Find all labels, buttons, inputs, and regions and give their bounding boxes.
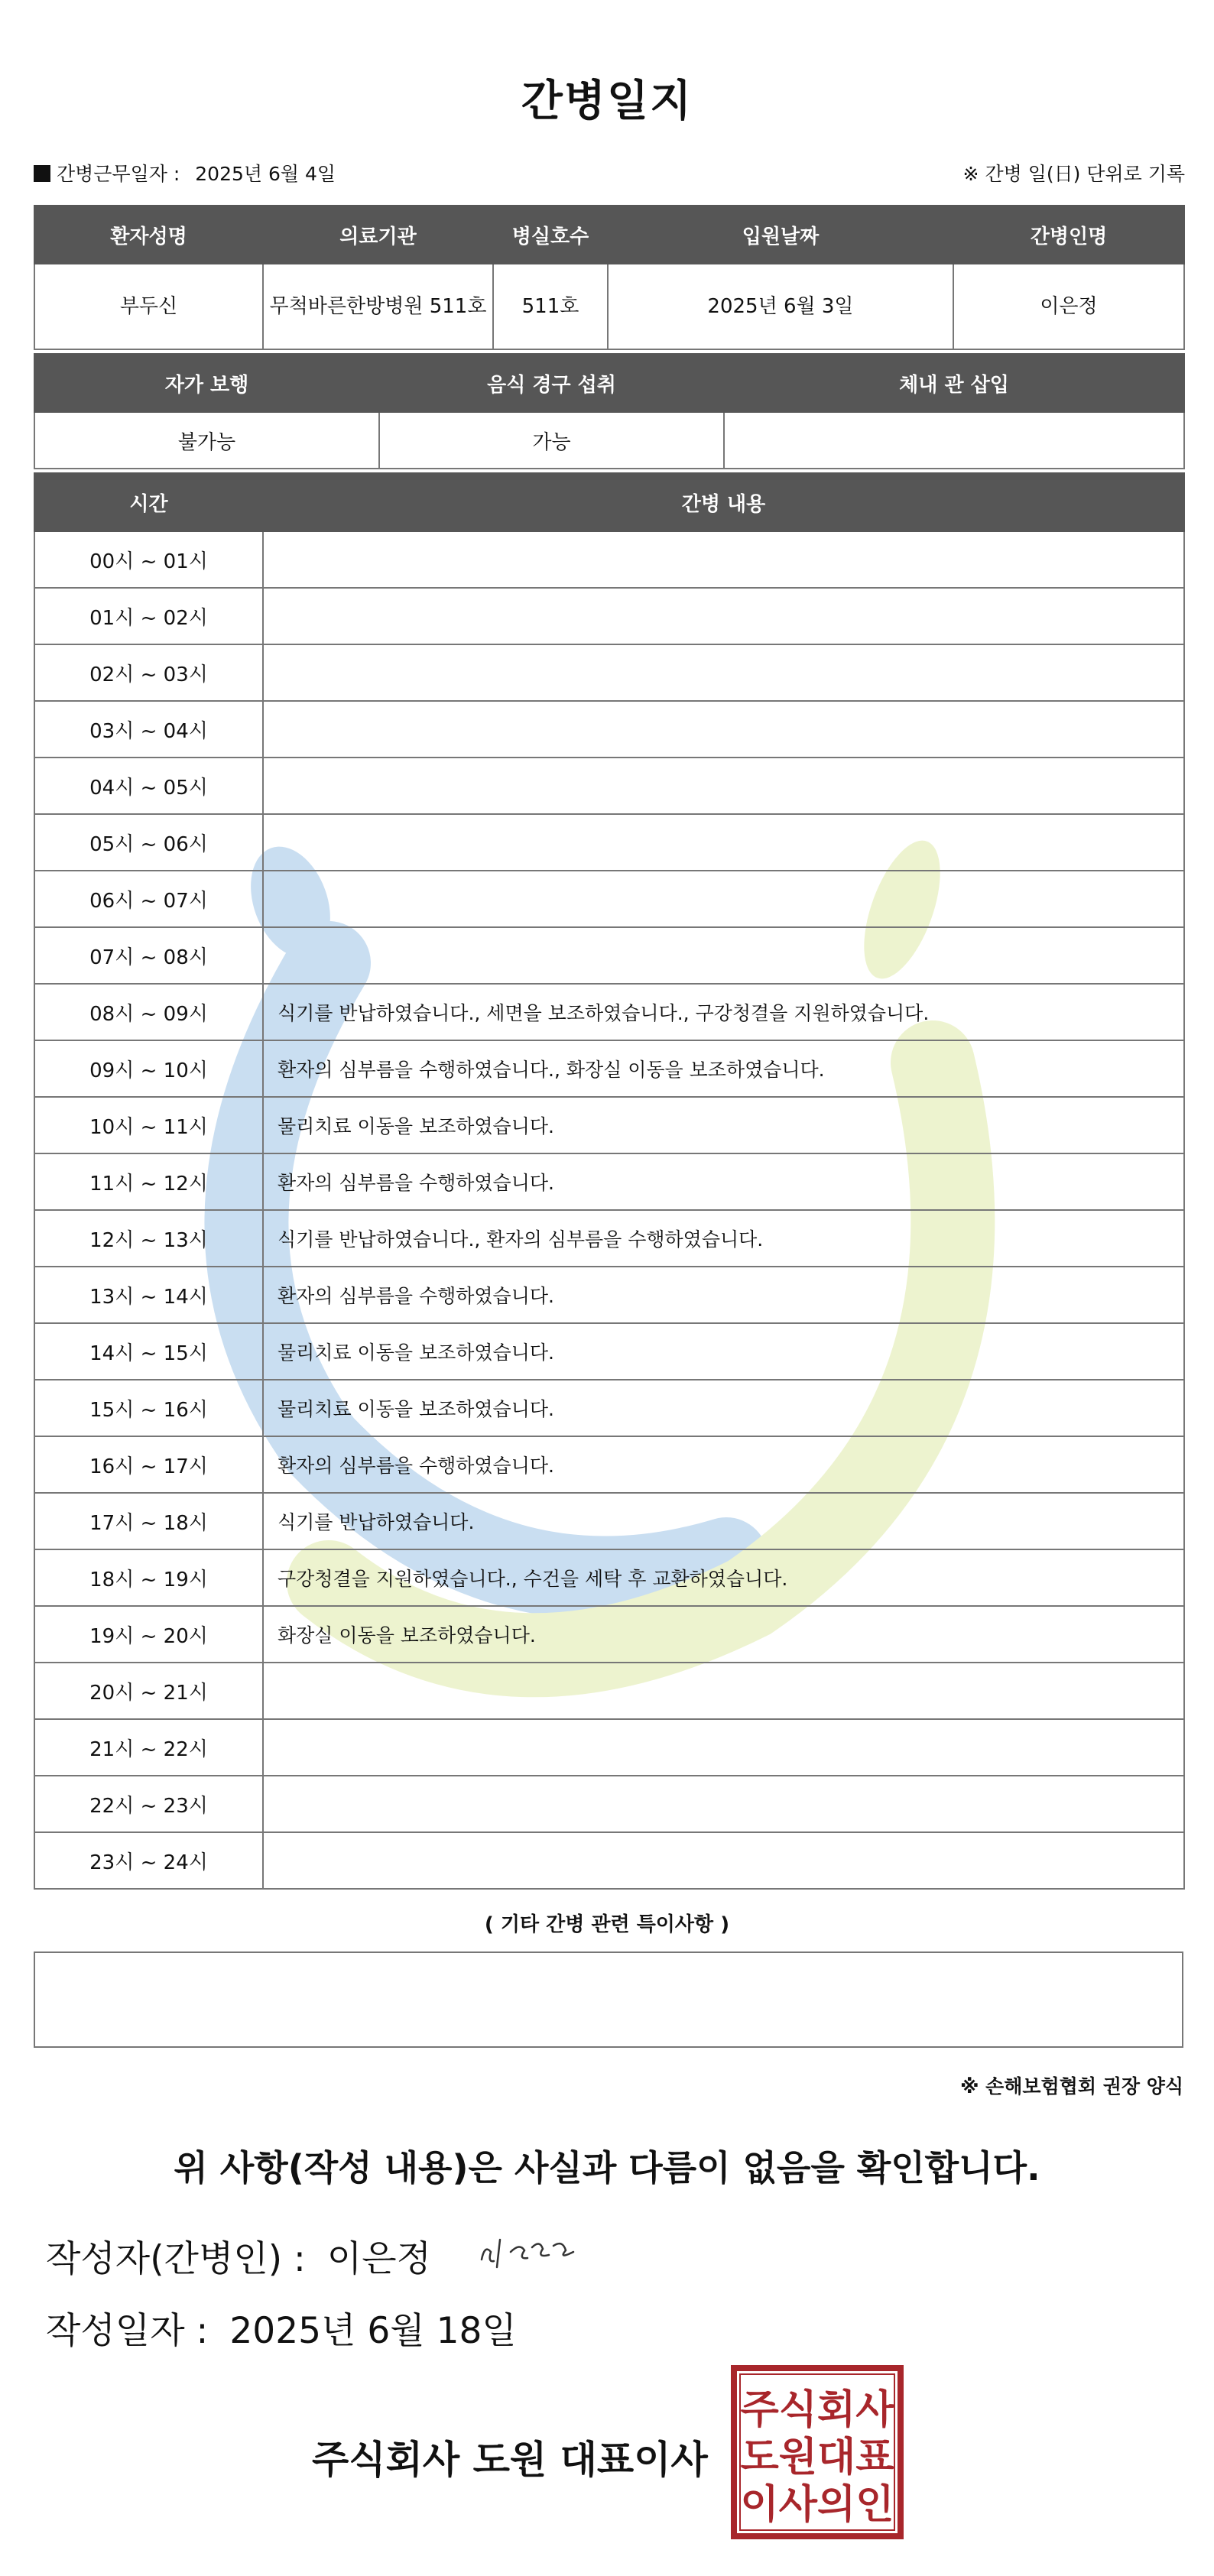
- hourly-log-rows: [34, 531, 1184, 1889]
- self-walking-value: 불가능: [34, 412, 379, 469]
- writer-name: 이은정: [326, 2238, 432, 2280]
- record-note: ※ 간병 일(日) 단위로 기록: [962, 163, 1185, 185]
- log-row: [34, 1663, 1184, 1719]
- log-row: [34, 644, 1184, 701]
- log-content[interactable]: 물리치료 이동을 보조하였습니다.: [263, 1380, 1184, 1436]
- log-time: 05시 ~ 06시: [34, 814, 263, 871]
- writer-label: 작성자(간병인) :: [46, 2238, 306, 2280]
- log-time: 03시 ~ 04시: [34, 701, 263, 758]
- log-content[interactable]: [263, 758, 1184, 814]
- log-row: [34, 1719, 1184, 1776]
- log-row: [34, 814, 1184, 871]
- log-time: 00시 ~ 01시: [34, 531, 263, 588]
- log-row: [34, 871, 1184, 927]
- log-content[interactable]: [263, 1832, 1184, 1889]
- header-admission-date: 입원날짜: [608, 206, 953, 264]
- log-time: 06시 ~ 07시: [34, 871, 263, 927]
- seal-line-2: 도원대표: [740, 2435, 894, 2480]
- log-time: 18시 ~ 19시: [34, 1549, 263, 1606]
- handwritten-signature-icon: [474, 2229, 581, 2275]
- log-row: [34, 927, 1184, 984]
- log-row: [34, 1776, 1184, 1832]
- log-row: [34, 1493, 1184, 1549]
- log-row: [34, 1436, 1184, 1493]
- form-note: ※ 손해보험협회 권장 양식: [960, 2075, 1183, 2097]
- log-content[interactable]: [263, 1719, 1184, 1776]
- header-oral-intake: 음식 경구 섭취: [379, 354, 724, 412]
- log-time: 19시 ~ 20시: [34, 1606, 263, 1663]
- company-seal-icon: [729, 2363, 905, 2541]
- log-row: [34, 1097, 1184, 1153]
- log-row: [34, 1267, 1184, 1323]
- log-content[interactable]: 화장실 이동을 보조하였습니다.: [263, 1606, 1184, 1663]
- seal-line-3: 이사의인: [740, 2482, 894, 2528]
- header-hospital: 의료기관: [263, 206, 493, 264]
- log-time: 23시 ~ 24시: [34, 1832, 263, 1889]
- writer-line: [46, 2230, 431, 2282]
- log-content[interactable]: 구강청결을 지원하였습니다., 수건을 세탁 후 교환하였습니다.: [263, 1549, 1184, 1606]
- work-date-label: 간병근무일자 :: [57, 163, 180, 185]
- log-content[interactable]: 환자의 심부름을 수행하였습니다.: [263, 1267, 1184, 1323]
- log-row: [34, 984, 1184, 1040]
- log-time: 20시 ~ 21시: [34, 1663, 263, 1719]
- log-time: 21시 ~ 22시: [34, 1719, 263, 1776]
- company-representative: 주식회사 도원 대표이사: [312, 2438, 708, 2482]
- log-content[interactable]: 환자의 심부름을 수행하였습니다.: [263, 1153, 1184, 1210]
- remarks-text: [35, 1953, 1182, 1974]
- written-date-line: [46, 2302, 517, 2354]
- log-row: [34, 1323, 1184, 1380]
- written-date-label: 작성일자 :: [46, 2310, 209, 2352]
- patient-name: 부두신: [34, 264, 263, 349]
- tube-insertion-value: [724, 412, 1184, 469]
- log-time: 10시 ~ 11시: [34, 1097, 263, 1153]
- log-content[interactable]: 식기를 반납하였습니다.: [263, 1493, 1184, 1549]
- hourly-care-log-table: [34, 472, 1185, 1890]
- log-row: [34, 1832, 1184, 1889]
- log-row: [34, 1380, 1184, 1436]
- page-title: 간병일지: [521, 76, 693, 126]
- log-time: 16시 ~ 17시: [34, 1436, 263, 1493]
- log-content[interactable]: 환자의 심부름을 수행하였습니다.: [263, 1436, 1184, 1493]
- remarks-title: ( 기타 간병 관련 특이사항 ): [484, 1913, 730, 1936]
- header-tube-insertion: 체내 관 삽입: [724, 354, 1184, 412]
- log-time: 04시 ~ 05시: [34, 758, 263, 814]
- log-content[interactable]: [263, 644, 1184, 701]
- log-content[interactable]: [263, 588, 1184, 644]
- log-time: 15시 ~ 16시: [34, 1380, 263, 1436]
- header-self-walking: 자가 보행: [34, 354, 379, 412]
- log-time: 01시 ~ 02시: [34, 588, 263, 644]
- header-patient-name: 환자성명: [34, 206, 263, 264]
- log-time: 13시 ~ 14시: [34, 1267, 263, 1323]
- log-content[interactable]: 물리치료 이동을 보조하였습니다.: [263, 1097, 1184, 1153]
- log-time: 12시 ~ 13시: [34, 1210, 263, 1267]
- admission-date: 2025년 6월 3일: [608, 264, 953, 349]
- confirmation-statement: 위 사항(작성 내용)은 사실과 다름이 없음을 확인합니다.: [174, 2147, 1040, 2188]
- log-time: 22시 ~ 23시: [34, 1776, 263, 1832]
- remarks-box[interactable]: [34, 1951, 1183, 2048]
- log-time: 11시 ~ 12시: [34, 1153, 263, 1210]
- log-row: [34, 1606, 1184, 1663]
- hospital-name: 무척바른한방병원 511호: [263, 264, 493, 349]
- log-content[interactable]: [263, 531, 1184, 588]
- header-room: 병실호수: [493, 206, 608, 264]
- log-row: [34, 588, 1184, 644]
- log-time: 02시 ~ 03시: [34, 644, 263, 701]
- log-content[interactable]: [263, 1776, 1184, 1832]
- log-content[interactable]: [263, 1663, 1184, 1719]
- log-content[interactable]: [263, 814, 1184, 871]
- seal-line-1: 주식회사: [740, 2387, 894, 2433]
- header-time: 시간: [34, 473, 263, 531]
- square-bullet-icon: [34, 165, 50, 182]
- log-row: [34, 531, 1184, 588]
- written-date-value: 2025년 6월 18일: [229, 2310, 517, 2352]
- log-time: 08시 ~ 09시: [34, 984, 263, 1040]
- log-content[interactable]: [263, 701, 1184, 758]
- log-row: [34, 1210, 1184, 1267]
- patient-info-table: [34, 205, 1185, 350]
- log-row: [34, 701, 1184, 758]
- log-time: 14시 ~ 15시: [34, 1323, 263, 1380]
- log-row: [34, 1040, 1184, 1097]
- log-content[interactable]: 물리치료 이동을 보조하였습니다.: [263, 1323, 1184, 1380]
- log-content[interactable]: 환자의 심부름을 수행하였습니다., 화장실 이동을 보조하였습니다.: [263, 1040, 1184, 1097]
- header-care-content: 간병 내용: [263, 473, 1184, 531]
- caregiver-name: 이은정: [953, 264, 1184, 349]
- log-time: 07시 ~ 08시: [34, 927, 263, 984]
- log-row: [34, 1153, 1184, 1210]
- log-row: [34, 758, 1184, 814]
- log-time: 17시 ~ 18시: [34, 1493, 263, 1549]
- log-row: [34, 1549, 1184, 1606]
- room-number: 511호: [493, 264, 608, 349]
- log-content[interactable]: [263, 871, 1184, 927]
- work-date-value: 2025년 6월 4일: [195, 163, 336, 185]
- work-date: [34, 159, 336, 187]
- log-content[interactable]: [263, 927, 1184, 984]
- patient-status-table: [34, 353, 1185, 469]
- log-content[interactable]: 식기를 반납하였습니다., 환자의 심부름을 수행하였습니다.: [263, 1210, 1184, 1267]
- oral-intake-value: 가능: [379, 412, 724, 469]
- log-time: 09시 ~ 10시: [34, 1040, 263, 1097]
- header-caregiver: 간병인명: [953, 206, 1184, 264]
- log-content[interactable]: 식기를 반납하였습니다., 세면을 보조하였습니다., 구강청결을 지원하였습니다.: [263, 984, 1184, 1040]
